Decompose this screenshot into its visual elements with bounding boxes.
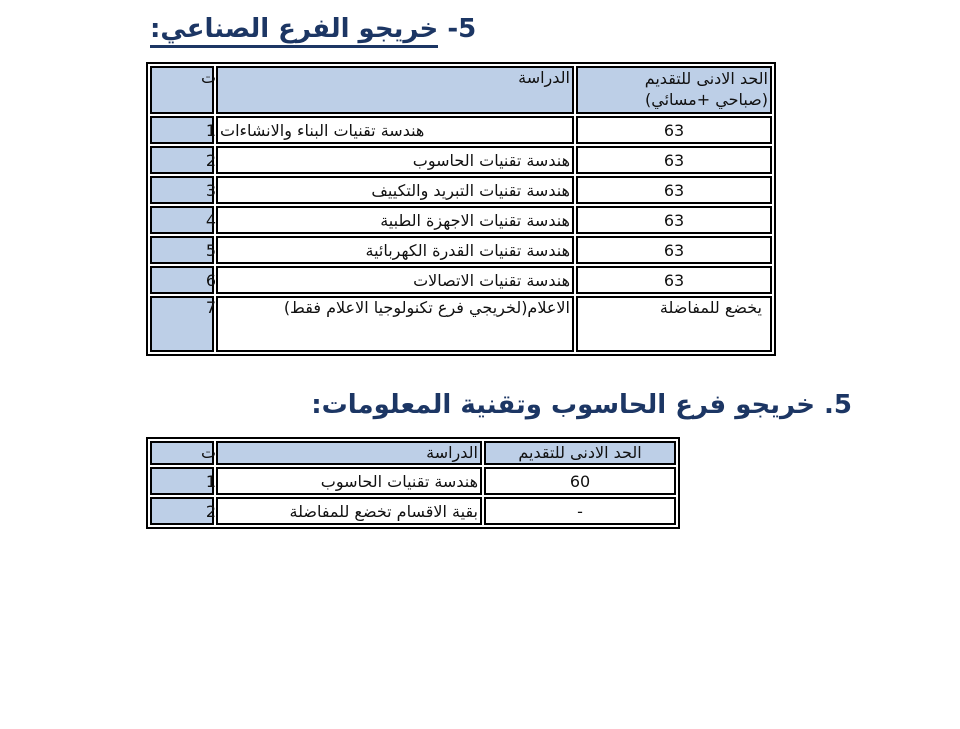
study-cell: الاعلام(لخريجي فرع تكنولوجيا الاعلام فقط) xyxy=(216,296,574,352)
section2-title xyxy=(311,390,852,420)
table-row xyxy=(150,206,772,234)
min-cell: 63 xyxy=(576,266,772,294)
serial-cell: 4 xyxy=(150,206,214,234)
table-row xyxy=(150,497,676,525)
study-cell: هندسة تقنيات الحاسوب xyxy=(216,146,574,174)
min-cell: - xyxy=(484,497,676,525)
table-row xyxy=(150,266,772,294)
table-row xyxy=(150,296,772,352)
table-row xyxy=(150,236,772,264)
study-cell: هندسة تقنيات القدرة الكهربائية xyxy=(216,236,574,264)
section2-title-number: 5. xyxy=(814,390,852,420)
table-row xyxy=(150,116,772,144)
min-cell: 63 xyxy=(576,116,772,144)
min-header-line1: الحد الادنى للتقديم xyxy=(644,69,768,88)
min-cell: 60 xyxy=(484,467,676,495)
min-cell: 63 xyxy=(576,176,772,204)
study-cell: هندسة تقنيات التبريد والتكييف xyxy=(216,176,574,204)
serial-header-cell: ت xyxy=(150,66,214,114)
section1-title-number: 5- xyxy=(438,14,477,44)
serial-header-cell: ت xyxy=(150,441,214,465)
table-row xyxy=(150,146,772,174)
table-row xyxy=(150,467,676,495)
study-cell: هندسة تقنيات البناء والانشاءات xyxy=(216,116,574,144)
min-cell: 63 xyxy=(576,146,772,174)
study-cell: هندسة تقنيات الاتصالات xyxy=(216,266,574,294)
min-header-cell xyxy=(576,66,772,114)
min-cell: يخضع للمفاضلة xyxy=(576,296,772,352)
study-cell: هندسة تقنيات الاجهزة الطبية xyxy=(216,206,574,234)
serial-cell: 1 xyxy=(150,116,214,144)
serial-cell: 2 xyxy=(150,146,214,174)
min-cell: 63 xyxy=(576,236,772,264)
min-cell: 63 xyxy=(576,206,772,234)
table-header-row xyxy=(150,66,772,114)
study-header-cell: الدراسة xyxy=(216,441,482,465)
study-header-cell: الدراسة xyxy=(216,66,574,114)
serial-cell: 6 xyxy=(150,266,214,294)
industrial-branch-table xyxy=(146,62,776,356)
section1-title xyxy=(150,14,476,44)
table-header-row xyxy=(150,441,676,465)
min-header-line2: (صباحي +مسائي) xyxy=(645,90,768,109)
serial-cell: 5 xyxy=(150,236,214,264)
section2-title-text: خريجو فرع الحاسوب وتقنية المعلومات: xyxy=(311,390,815,420)
serial-cell: 2 xyxy=(150,497,214,525)
serial-cell: 7 xyxy=(150,296,214,352)
serial-cell: 3 xyxy=(150,176,214,204)
table-row xyxy=(150,176,772,204)
computer-it-branch-table xyxy=(146,437,680,529)
study-cell: بقية الاقسام تخضع للمفاضلة xyxy=(216,497,482,525)
serial-cell: 1 xyxy=(150,467,214,495)
section1-title-text: خريجو الفرع الصناعي: xyxy=(150,14,438,48)
min-header-cell: الحد الادنى للتقديم xyxy=(484,441,676,465)
study-cell: هندسة تقنيات الحاسوب xyxy=(216,467,482,495)
